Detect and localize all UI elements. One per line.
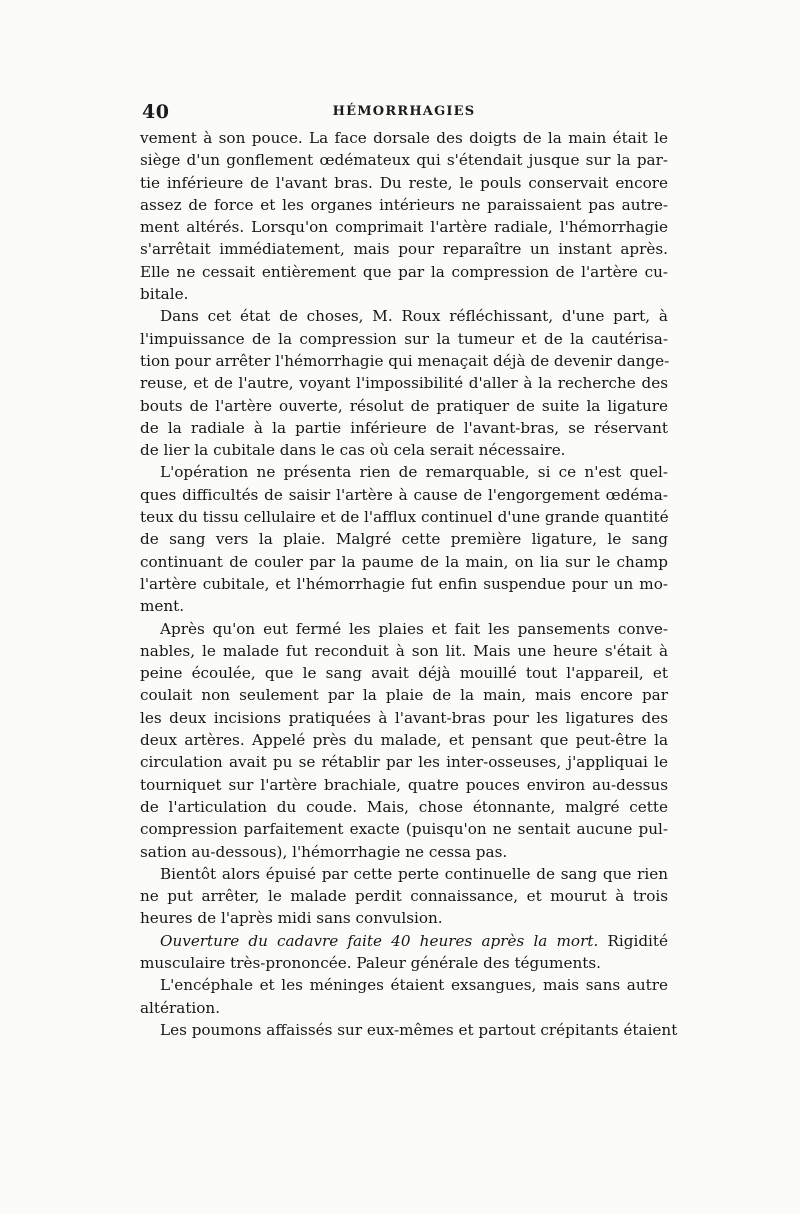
text-line: tion pour arrêter l'hémorrhagie qui menaçait déjà de devenir dange-: [140, 351, 670, 370]
text-line: bitale.: [140, 285, 189, 304]
text-line: de l'articulation du coude. Mais, chose étonnante, malgré cette: [140, 797, 668, 816]
page-header: [140, 101, 668, 127]
text-line: l'artère cubitale, et l'hémorrhagie fut enfin suspendue pour un mo-: [140, 574, 668, 593]
text-line: tourniquet sur l'artère brachiale, quatre pouces environ au-dessus: [140, 775, 668, 794]
running-title: HÉMORRHAGIES: [332, 104, 476, 119]
text-line: bouts de l'artère ouverte, résolut de pratiquer de suite la ligature: [140, 396, 668, 415]
text-line: Les poumons affaissés sur eux-mêmes et partout crépitants étaient: [160, 1020, 678, 1039]
text-line: sation au-dessous), l'hémorrhagie ne cessa pas.: [140, 842, 508, 861]
page-number: 40: [142, 101, 170, 123]
text-line: deux artères. Appelé près du malade, et pensant que peut-être la: [140, 731, 668, 750]
text-line: circulation avait pu se rétablir par les inter-osseuses, j'appliquai le: [140, 753, 668, 772]
text-line: de la radiale à la partie inférieure de l'avant-bras, se réservant: [140, 418, 668, 437]
text-line: Dans cet état de choses, M. Roux réfléchissant, d'une part, à: [160, 307, 668, 326]
text-line: de sang vers la plaie. Malgré cette première ligature, le sang: [140, 530, 668, 549]
text-line: L'opération ne présenta rien de remarquable, si ce n'est quel-: [160, 463, 668, 482]
text-line: peine écoulée, que le sang avait déjà mouillé tout l'appareil, et: [140, 664, 668, 683]
text-line: Après qu'on eut fermé les plaies et fait les pansements conve-: [160, 619, 668, 638]
text-line: compression parfaitement exacte (puisqu'on ne sentait aucune pul-: [140, 820, 668, 839]
text-line: les deux incisions pratiquées à l'avant-bras pour les ligatures des: [140, 708, 668, 727]
text-line: siège d'un gonflement œdémateux qui s'étendait jusque sur la par-: [140, 151, 668, 170]
text-line: ment altérés. Lorsqu'on comprimait l'artère radiale, l'hémorrhagie: [140, 218, 668, 237]
text-line: Bientôt alors épuisé par cette perte continuelle de sang que rien: [160, 864, 668, 883]
text-line: coulait non seulement par la plaie de la main, mais encore par: [140, 686, 668, 705]
body-text: [140, 127, 678, 1041]
text-line: nables, le malade fut reconduit à son lit. Mais une heure s'était à: [140, 641, 668, 660]
text-line: tie inférieure de l'avant bras. Du reste, le pouls conservait encore: [140, 173, 668, 192]
text-line: vement à son pouce. La face dorsale des doigts de la main était le: [140, 129, 668, 147]
text-line: [140, 930, 668, 952]
text-line: musculaire très-prononcée. Paleur générale des téguments.: [140, 953, 601, 972]
text-line: L'encéphale et les méninges étaient exsangues, mais sans autre: [160, 976, 668, 995]
text-line: ne put arrêter, le malade perdit connaissance, et mourut à trois: [140, 887, 668, 906]
text-line: l'impuissance de la compression sur la tumeur et de la cautérisa-: [140, 329, 668, 348]
italic-heading: Ouverture du cadavre faite 40 heures après la mort.: [160, 931, 599, 950]
text-line: Elle ne cessait entièrement que par la compression de l'artère cu-: [140, 262, 668, 281]
text-line: assez de force et les organes intérieurs ne paraissaient pas autre-: [140, 195, 668, 214]
text-run: Rigidité: [598, 931, 668, 950]
text-line: ques difficultés de saisir l'artère à cause de l'engorgement œdéma-: [140, 485, 668, 504]
text-line: ment.: [140, 597, 185, 616]
text-line: de lier la cubitale dans le cas où cela serait nécessaire.: [140, 441, 566, 460]
text-line: heures de l'après midi sans convulsion.: [140, 909, 443, 928]
text-line: teux du tissu cellulaire et de l'afflux continuel d'une grande quantité: [140, 508, 669, 527]
text-line: continuant de couler par la paume de la main, on lia sur le champ: [140, 552, 668, 571]
text-line: reuse, et de l'autre, voyant l'impossibilité d'aller à la recherche des: [140, 374, 668, 393]
text-line: s'arrêtait immédiatement, mais pour reparaître un instant après.: [140, 240, 668, 259]
text-line: altération.: [140, 998, 221, 1017]
